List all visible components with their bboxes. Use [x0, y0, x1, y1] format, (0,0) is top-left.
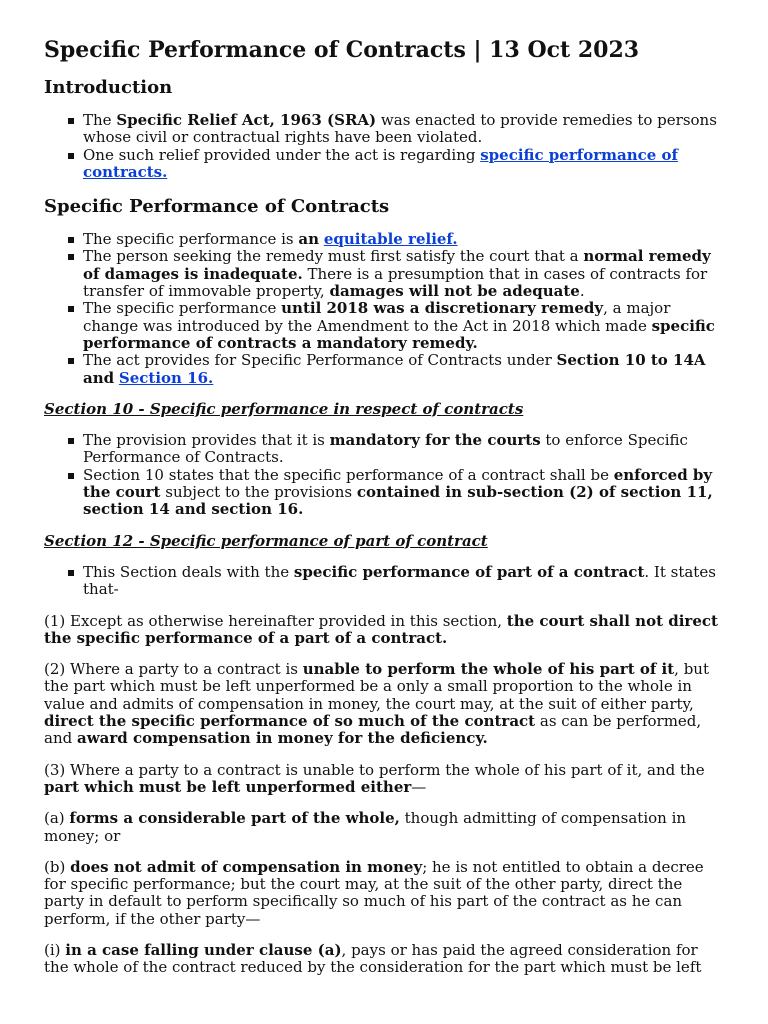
- text: was enacted to provide remedies to persons whose civil or contractual rights have been violated.: [83, 111, 717, 147]
- list-item: [83, 300, 724, 352]
- bold-text: Section 10 to 14A and: [83, 351, 706, 387]
- bold-text: contained in sub-section (2) of section 11, section 14 and section 16.: [83, 483, 713, 519]
- bold-text: normal remedy of damages is inadequate.: [83, 247, 711, 283]
- clause-2-paragraph: [44, 661, 724, 747]
- text: as can be performed, and: [44, 712, 702, 748]
- bold-text: direct the specific performance of so much of the contract: [44, 712, 536, 731]
- spc-list: [44, 231, 724, 387]
- bold-text: award compensation in money for the deficiency.: [76, 729, 488, 748]
- text: ; he is not entitled to obtain a decree for specific performance; but the court may, at the suit of the other party, direct the party in default to perform specifically so much of his part of the contract as he can perform, if the other party—: [44, 857, 704, 928]
- clause-a-paragraph: [44, 810, 724, 845]
- text: though admitting of compensation in money; or: [44, 809, 687, 845]
- text: One such relief provided under the act is regarding: [83, 145, 481, 164]
- text: . It states that-: [83, 562, 716, 599]
- text: .: [579, 282, 585, 301]
- section-12-heading: Section 12 - Specific performance of part of contract: [44, 531, 488, 550]
- bold-text: enforced by the court: [83, 465, 713, 502]
- bold-text: specific performance of contracts a mandatory remedy.: [83, 316, 715, 352]
- text: (2) Where a party to a contract is: [44, 660, 303, 679]
- text: The: [83, 111, 117, 129]
- text: to enforce Specific Performance of Contracts.: [83, 431, 688, 467]
- text: subject to the provisions: [160, 483, 357, 502]
- bold-text: in a case falling under clause (a): [65, 940, 342, 959]
- text: There is a presumption that in cases of contracts for transfer of immovable property,: [83, 264, 708, 301]
- text: The provision provides that it is: [83, 431, 330, 450]
- specific-performance-link[interactable]: specific performance of contracts.: [83, 145, 678, 181]
- text: (a): [44, 809, 70, 828]
- intro-list: [44, 112, 724, 181]
- list-item: [83, 147, 724, 182]
- bold-text: the court shall not direct the specific performance of a part of a contract.: [44, 611, 718, 647]
- bold-text: does not admit of compensation in money: [70, 857, 423, 876]
- list-item: [83, 467, 724, 519]
- list-item: [83, 248, 724, 300]
- clause-3-paragraph: [44, 762, 724, 797]
- bold-text: specific performance of part of a contract: [293, 562, 645, 581]
- bold-text: an: [298, 230, 320, 249]
- text: The specific performance: [83, 299, 282, 318]
- section-16-link[interactable]: Section 16.: [118, 368, 214, 387]
- text: (i): [44, 940, 66, 959]
- bold-text: mandatory for the courts: [329, 431, 541, 450]
- bold-text: damages will not be adequate: [329, 282, 580, 301]
- text: , pays or has paid the agreed consideration for the whole of the contract reduced by the consideration for the part which must be left: [44, 940, 702, 977]
- text: (1) Except as otherwise hereinafter provided in this section,: [44, 611, 507, 630]
- text: , but the part which must be left unperformed be a only a small proportion to the whole in value and admits of compensation in money, the court may, at the suit of either party,: [44, 660, 709, 713]
- bold-text: part which must be left unperformed either: [44, 777, 412, 796]
- text: The act provides for Specific Performance of Contracts under: [83, 351, 557, 370]
- list-item: [83, 564, 724, 599]
- text: The person seeking the remedy must first satisfy the court that a: [83, 247, 584, 266]
- list-item: [83, 352, 724, 387]
- equitable-relief-link[interactable]: equitable relief.: [323, 230, 458, 249]
- text: This Section deals with the: [83, 562, 294, 581]
- section-heading-introduction: Introduction: [44, 77, 173, 98]
- s10-list: [44, 432, 724, 518]
- text: , a major change was introduced by the Amendment to the Act in 2018 which made: [83, 299, 671, 335]
- list-item: [83, 112, 724, 147]
- bold-text: Specific Relief Act, 1963 (SRA): [116, 111, 377, 129]
- text: —: [411, 777, 427, 796]
- clause-1-paragraph: [44, 613, 724, 648]
- text: Section 10 states that the specific performance of a contract shall be: [83, 465, 614, 484]
- section-heading-specific-performance: Specific Performance of Contracts: [44, 196, 390, 218]
- text: (b): [44, 857, 71, 876]
- bold-text: unable to perform the whole of his part of it: [302, 660, 675, 679]
- clause-i-paragraph: [44, 942, 724, 977]
- bold-text: forms a considerable part of the whole,: [69, 809, 400, 828]
- text: (3) Where a party to a contract is unable to perform the whole of his part of it, and the: [44, 760, 705, 779]
- section-10-heading: Section 10 - Specific performance in respect of contracts: [44, 399, 524, 418]
- page-title: Specific Performance of Contracts | 13 Oct 2023: [44, 37, 640, 63]
- bold-text: until 2018 was a discretionary remedy: [281, 299, 604, 318]
- list-item: [83, 231, 724, 248]
- list-item: [83, 432, 724, 467]
- clause-b-paragraph: [44, 859, 724, 928]
- text: The specific performance is: [83, 230, 299, 249]
- s12-list: [44, 564, 724, 599]
